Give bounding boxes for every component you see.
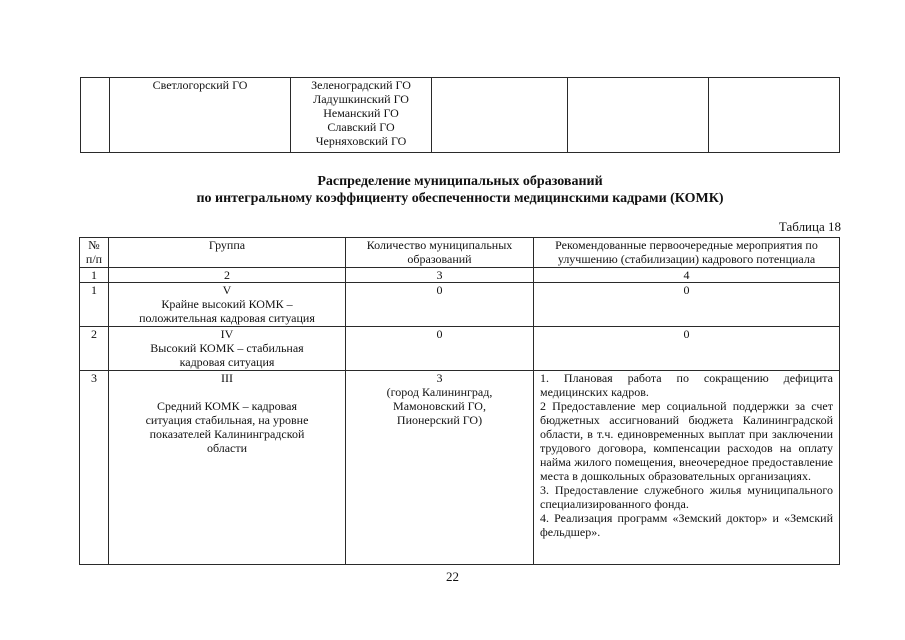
table-row [80, 327, 840, 371]
count-line: Пионерский ГО) [396, 413, 483, 427]
group-line: V [222, 283, 232, 297]
header-num-line: № [88, 238, 100, 252]
measure-paragraph: 1. Плановая работа по сокращению дефицита медицинских кадров. [540, 371, 833, 399]
municipality-line: Зеленоградский ГО [311, 78, 411, 92]
header-measures [534, 238, 840, 268]
row-num: 3 [80, 371, 109, 565]
table-row [80, 283, 840, 327]
count-line: 0 [436, 283, 443, 297]
measures-line: 0 [683, 327, 690, 341]
komk-table [79, 237, 840, 565]
count-line: (город Калининград, [386, 385, 493, 399]
group-line: Высокий КОМК – стабильная [150, 341, 304, 355]
index-cell: 3 [346, 268, 534, 283]
measure-paragraph: 2 Предоставление мер социальной поддержки за счет бюджетных ассигнований бюджета Калининградской области, в т.ч. единовременных выплат при заключении трудового договора, компенсации расходов на оплату найма жилого помещения, внеочередное предоставление места в дошкольных образовательных организациях. [540, 399, 833, 483]
group-line: III [221, 371, 233, 385]
top-cell-empty-1 [432, 78, 568, 153]
count-line: 3 [436, 371, 443, 385]
top-cell-num [81, 78, 110, 153]
row-group [109, 283, 346, 327]
group-line: Крайне высокий КОМК – [161, 297, 293, 311]
count-line: 0 [436, 327, 443, 341]
row-group [109, 327, 346, 371]
measure-paragraph: 3. Предоставление служебного жилья муниципального специализированного фонда. [540, 483, 833, 511]
row-count [346, 371, 534, 565]
header-num [80, 238, 109, 268]
header-group-text: Группа [208, 238, 246, 252]
index-cell: 2 [109, 268, 346, 283]
municipality-line: Черняховский ГО [315, 134, 407, 148]
municipality-line: Ладушкинский ГО [313, 92, 409, 106]
row-num: 2 [80, 327, 109, 371]
heading-line-2: по интегральному коэффициенту обеспеченности медицинскими кадрами (КОМК) [196, 191, 724, 206]
group-line: показателей Калининградской [149, 427, 305, 441]
group-line: положительная кадровая ситуация [139, 311, 315, 325]
table-label: Таблица 18 [778, 219, 841, 234]
row-count [346, 283, 534, 327]
row-count [346, 327, 534, 371]
group-line: ситуация стабильная, на уровне [145, 413, 309, 427]
section-heading [80, 173, 840, 207]
table-row [80, 371, 840, 565]
count-line: Мамоновский ГО, [393, 399, 486, 413]
top-cell-municipalities [291, 78, 432, 153]
group-line: области [206, 441, 248, 455]
page-number: 22 [446, 569, 459, 584]
header-count-line: образований [407, 252, 472, 266]
header-count [346, 238, 534, 268]
header-num-line: п/п [85, 252, 103, 266]
row-num: 1 [80, 283, 109, 327]
header-count-line: Количество муниципальных [366, 238, 513, 252]
row-group [109, 371, 346, 565]
continuation-table [80, 77, 840, 153]
top-group-text: Светлогорский ГО [152, 78, 248, 92]
row-measures [534, 283, 840, 327]
municipality-line: Неманский ГО [323, 106, 399, 120]
municipality-line: Славский ГО [327, 120, 395, 134]
index-cell: 4 [534, 268, 840, 283]
header-measures-line: улучшению (стабилизации) кадрового потенциала [557, 252, 816, 266]
header-group [109, 238, 346, 268]
group-line: Средний КОМК – кадровая [156, 399, 298, 413]
top-cell-empty-2 [568, 78, 709, 153]
group-line: кадровая ситуация [179, 355, 275, 369]
measure-paragraph: 4. Реализация программ «Земский доктор» и «Земский фельдшер». [540, 511, 833, 539]
header-measures-line: Рекомендованные первоочередные мероприятия по [555, 238, 818, 252]
index-row [80, 268, 840, 283]
measures-line: 0 [683, 283, 690, 297]
group-line: IV [220, 327, 234, 341]
index-cell: 1 [80, 268, 109, 283]
row-measures [534, 327, 840, 371]
heading-line-1: Распределение муниципальных образований [317, 174, 603, 189]
row-measures [534, 371, 840, 565]
group-line [109, 385, 345, 399]
top-cell-empty-3 [709, 78, 840, 153]
top-cell-group [110, 78, 291, 153]
header-row [80, 238, 840, 268]
